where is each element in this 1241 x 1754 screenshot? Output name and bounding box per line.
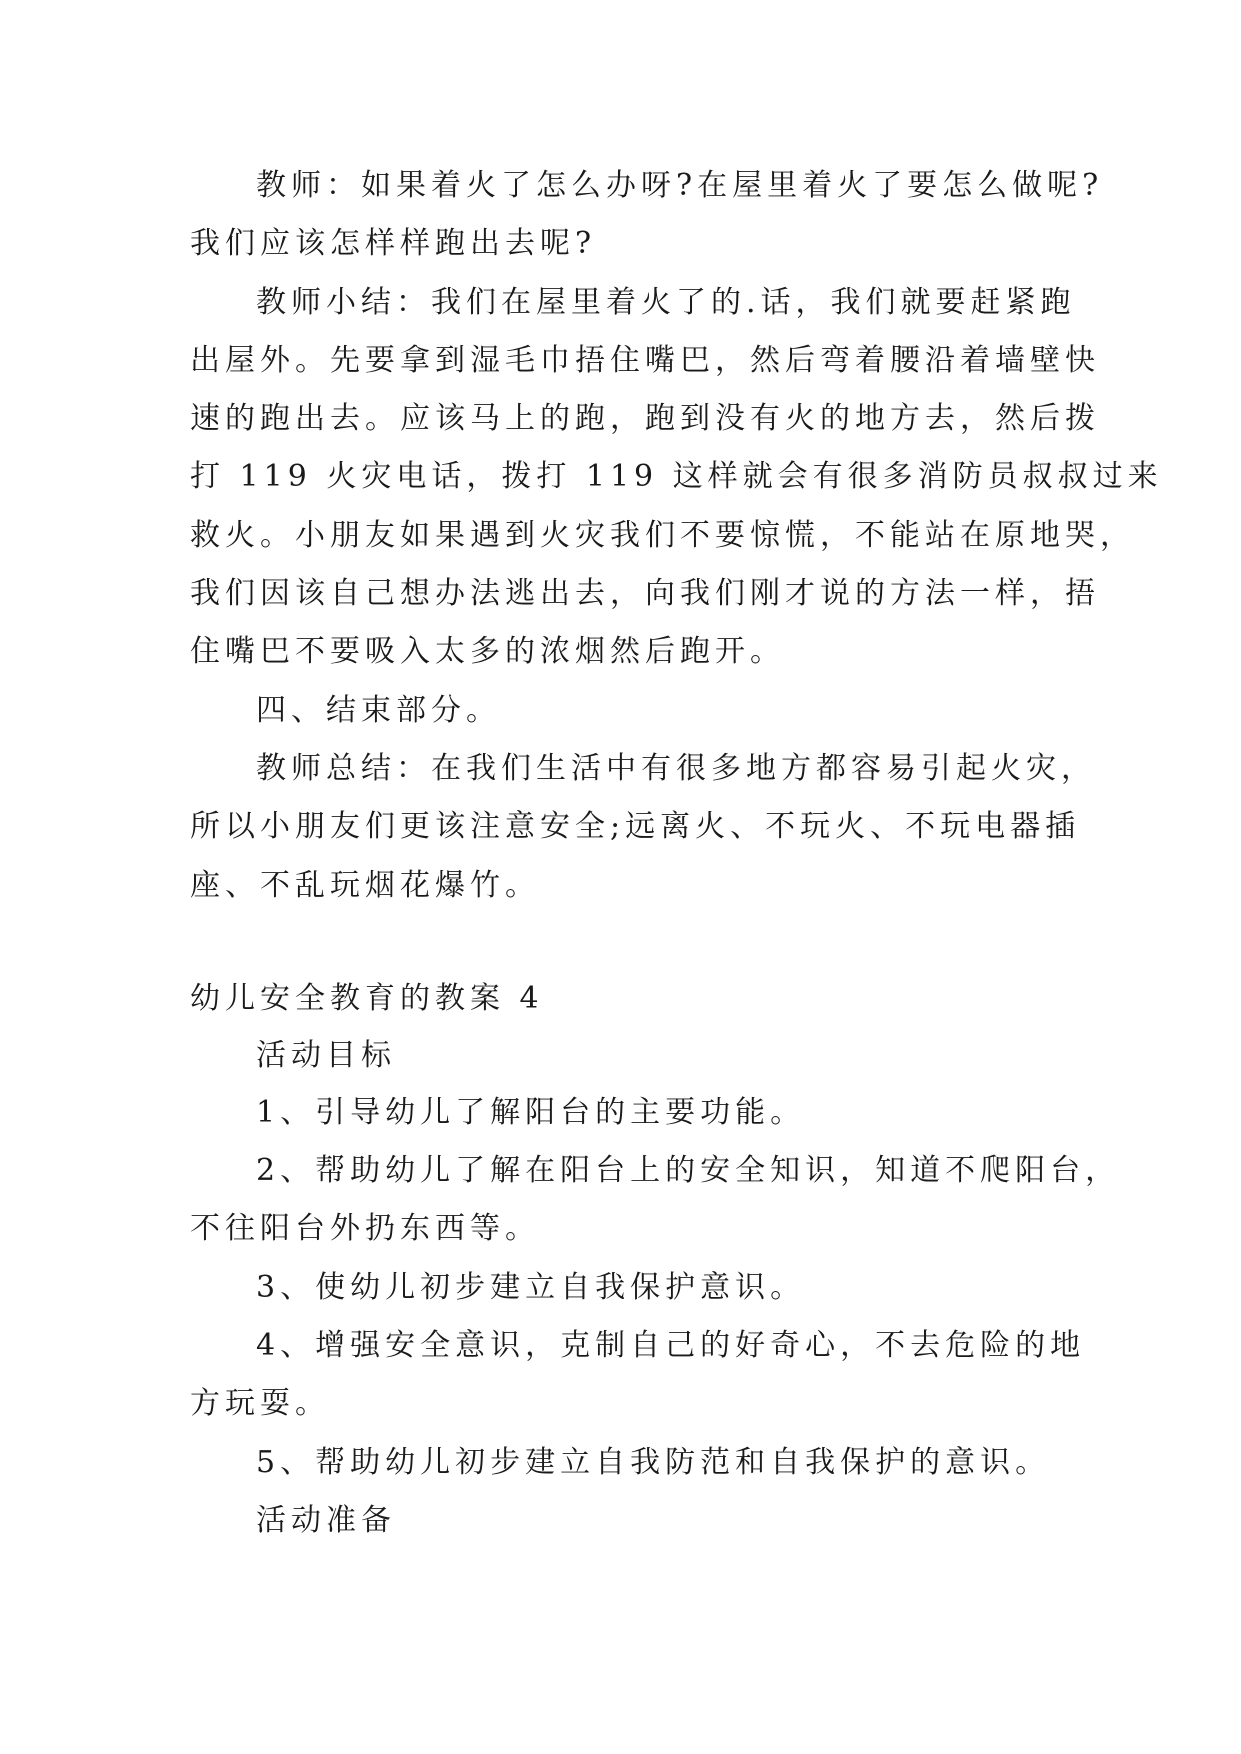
paragraph-line: 教师总结：在我们生活中有很多地方都容易引起火灾， (256, 751, 1096, 786)
paragraph-line: 救火。小朋友如果遇到火灾我们不要惊慌，不能站在原地哭， (190, 518, 1135, 553)
paragraph-line: 速的跑出去。应该马上的跑，跑到没有火的地方去，然后拨 (190, 401, 1100, 436)
paragraph-line: 我们应该怎样样跑出去呢? (190, 226, 597, 261)
section-heading: 四、结束部分。 (256, 693, 501, 728)
paragraph-line: 打 119 火灾电话，拨打 119 这样就会有很多消防员叔叔过来 (190, 459, 1163, 494)
subheading: 活动目标 (256, 1038, 396, 1073)
list-item: 3、使幼儿初步建立自我保护意识。 (256, 1270, 806, 1305)
paragraph-line: 教师小结：我们在屋里着火了的.话，我们就要赶紧跑 (256, 285, 1076, 320)
list-item-continuation: 方玩耍。 (190, 1386, 330, 1421)
list-item-continuation: 不往阳台外扔东西等。 (190, 1211, 540, 1246)
paragraph-line: 教师：如果着火了怎么办呀?在屋里着火了要怎么做呢? (256, 168, 1104, 203)
list-item: 5、帮助幼儿初步建立自我防范和自我保护的意识。 (256, 1445, 1051, 1480)
list-item: 4、增强安全意识，克制自己的好奇心，不去危险的地 (256, 1328, 1086, 1363)
paragraph-line: 住嘴巴不要吸入太多的浓烟然后跑开。 (190, 634, 785, 669)
subheading: 活动准备 (256, 1503, 396, 1538)
paragraph-line: 出屋外。先要拿到湿毛巾捂住嘴巴，然后弯着腰沿着墙壁快 (190, 343, 1100, 378)
list-item: 1、引导幼儿了解阳台的主要功能。 (256, 1095, 806, 1130)
paragraph-line: 我们因该自己想办法逃出去，向我们刚才说的方法一样，捂 (190, 576, 1100, 611)
paragraph-line: 所以小朋友们更该注意安全;远离火、不玩火、不玩电器插 (190, 809, 1081, 844)
list-item: 2、帮助幼儿了解在阳台上的安全知识，知道不爬阳台， (256, 1153, 1121, 1188)
document-section-title: 幼儿安全教育的教案 4 (190, 981, 544, 1016)
paragraph-line: 座、不乱玩烟花爆竹。 (190, 868, 540, 903)
